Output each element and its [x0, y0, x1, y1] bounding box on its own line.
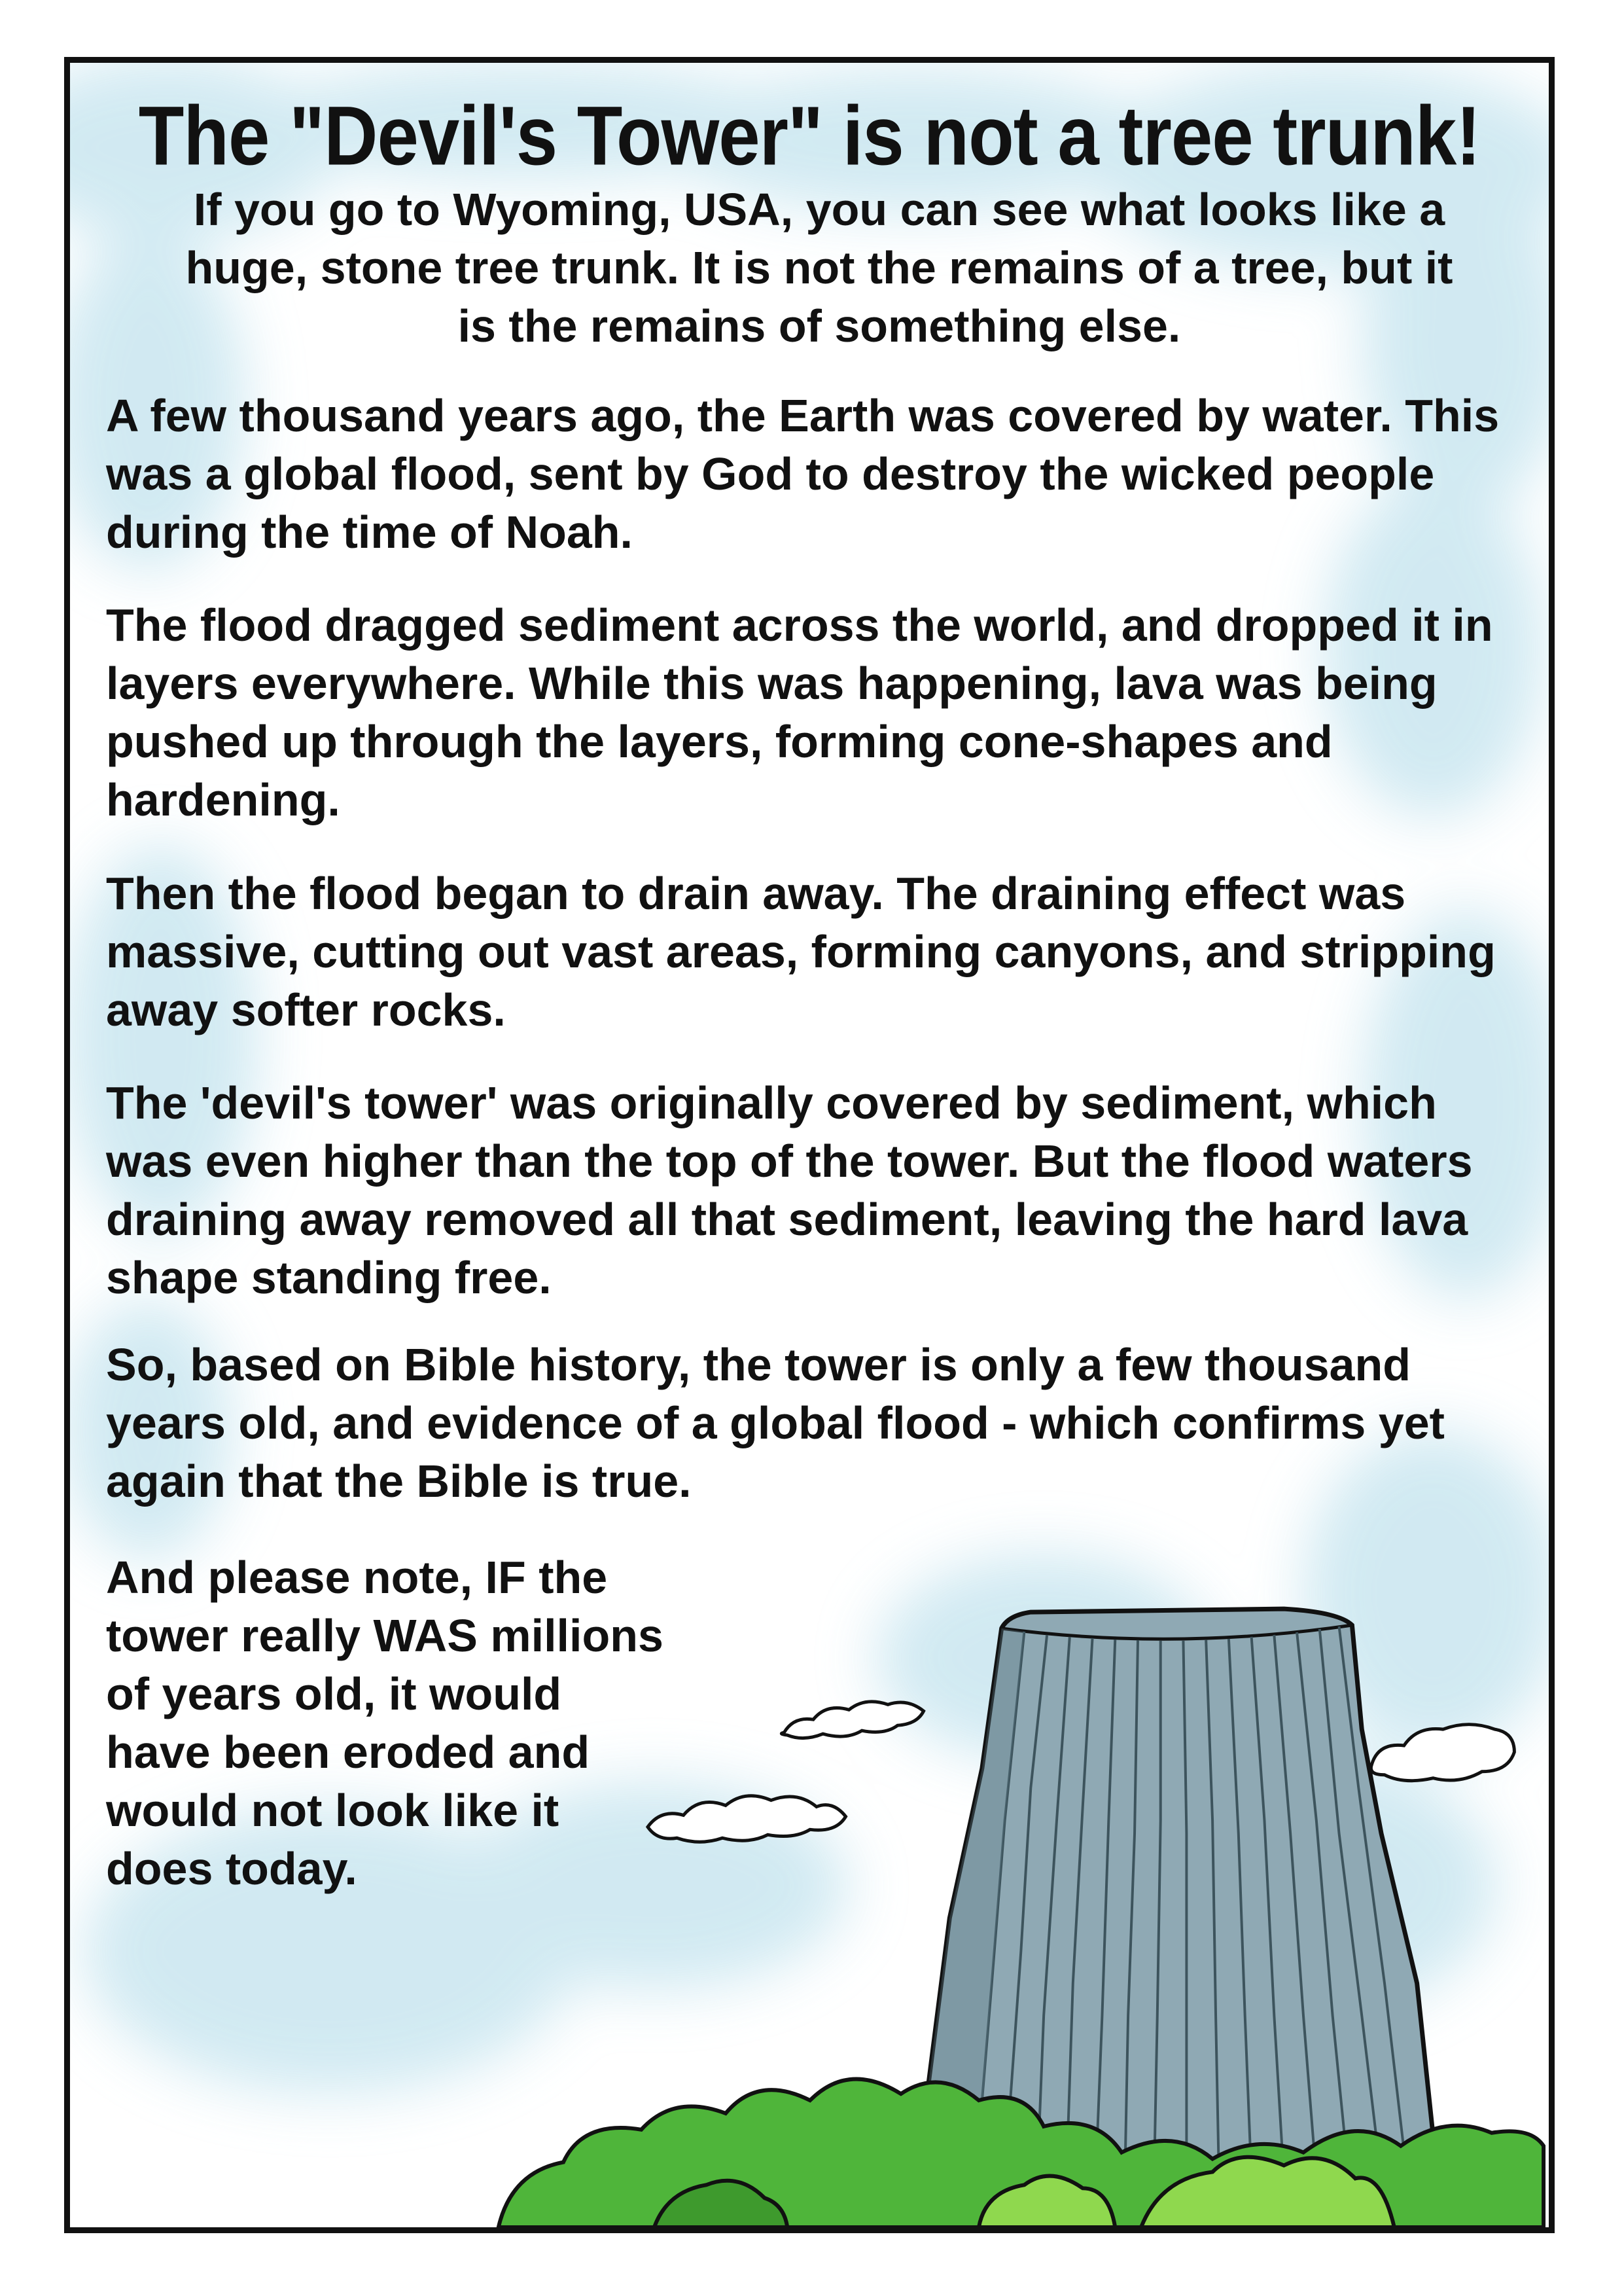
paragraph-devils-tower: The 'devil's tower' was originally covered by sediment, which was even higher than the top of the tower. But the flood waters draining away removed all that sediment, leaving the hard lava shape standing free. — [106, 1077, 1473, 1303]
intro-paragraph: If you go to Wyoming, USA, you can see what looks like a huge, stone tree trunk. It is not the remains of a tree, but it is the remains of something else. — [185, 184, 1453, 351]
text-content — [70, 63, 1549, 2227]
paragraph-bible-history: So, based on Bible history, the tower is only a few thousand years old, and evidence of a global flood - which confirms yet again that the Bible is true. — [106, 1339, 1445, 1507]
page-frame — [64, 57, 1555, 2233]
paragraph-flood: A few thousand years ago, the Earth was covered by water. This was a global flood, sent by God to destroy the wicked people during the time of Noah. — [106, 390, 1500, 558]
paragraph-sediment: The flood dragged sediment across the world, and dropped it in layers everywhere. While this was happening, lava was being pushed up through the layers, forming cone-shapes and hardening. — [106, 600, 1493, 825]
paragraph-drain: Then the flood began to drain away. The draining effect was massive, cutting out vast areas, forming canyons, and stripping away softer rocks. — [106, 868, 1496, 1035]
note-paragraph: And please note, IF the tower really WAS millions of years old, it would have been eroded and would not look like it does today. — [106, 1552, 663, 1894]
page-title: The "Devil's Tower" is not a tree trunk! — [138, 90, 1481, 183]
